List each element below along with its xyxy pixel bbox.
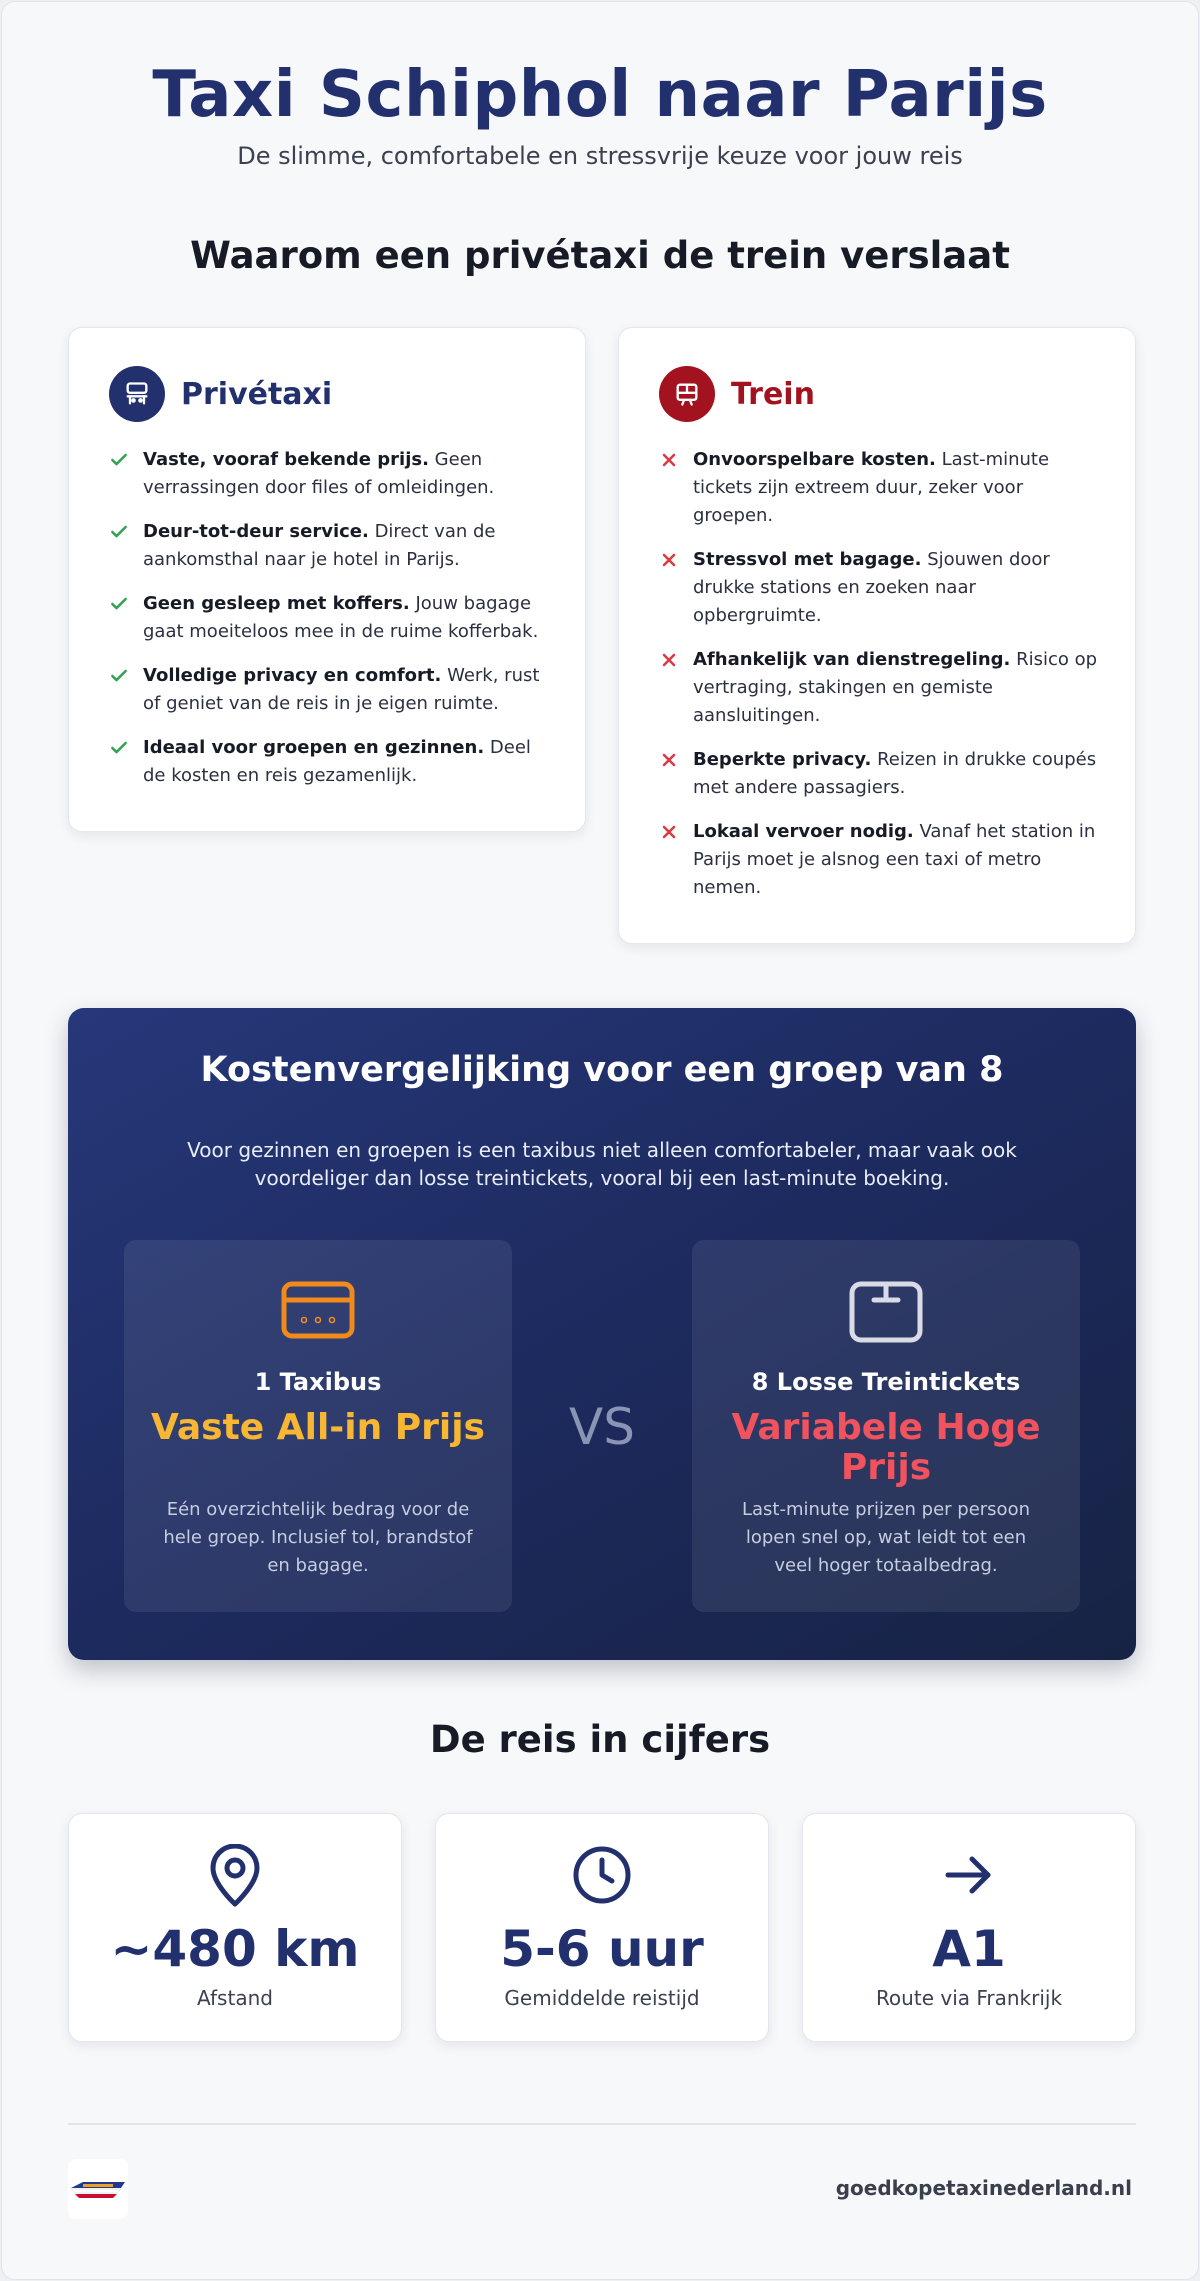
taxibus-option [124,1240,512,1612]
stats-heading: De reis in cijfers [429,1718,771,1761]
stat-label: Route via Frankrijk [875,1986,1063,2010]
stat-label: Gemiddelde reistijd [504,1986,700,2010]
train-tickets-option-name: 8 Losse Treintickets [751,1368,1021,1396]
train-icon [659,366,715,422]
page-title: Taxi Schiphol naar Parijs [152,58,1048,132]
taxibus-option-name: 1 Taxibus [254,1368,382,1396]
company-logo[interactable] [68,2159,128,2219]
list-item: Ideaal voor groepen en gezinnen. Deel de kosten en reis gezamenlijk. [109,734,549,790]
taxi-card [68,327,586,832]
taxi-icon [109,366,165,422]
ticket-icon [692,1280,1080,1344]
train-tickets-option-description: Last-minute prijzen per persoon lopen snel op, wat leidt tot een veel hoger totaalbedrag. [741,1499,1030,1576]
train-tickets-option [692,1240,1080,1612]
taxibus-option-description: Eén overzichtelijk bedrag voor de hele groep. Inclusief tol, brandstof en bagage. [163,1499,473,1576]
stat-value: ~480 km [110,1920,360,1978]
list-item: Beperkte privacy. Reizen in drukke coupés met andere passagiers. [659,746,1099,802]
taxi-benefits-list [109,446,549,806]
credit-card-icon [124,1280,512,1340]
arrow-right-icon [803,1844,1135,1906]
map-pin-icon [69,1844,401,1908]
cross-icon [659,446,693,530]
list-item: Afhankelijk van dienstregeling. Risico op vertraging, stakingen en gemiste aansluitingen. [659,646,1099,730]
check-icon [109,590,143,646]
check-icon [109,446,143,502]
clock-icon [436,1844,768,1906]
stat-distance [68,1813,402,2042]
check-icon [109,518,143,574]
list-item: Onvoorspelbare kosten. Last-minute tickets zijn extreem duur, zeker voor groepen. [659,446,1099,530]
taxibus-option-price: Vaste All-in Prijs [150,1407,485,1448]
train-tickets-option-price: Variabele Hoge Prijs [731,1407,1041,1488]
list-item: Deur-tot-deur service. Direct van de aankomsthal naar je hotel in Parijs. [109,518,549,574]
list-item: Volledige privacy en comfort. Werk, rust of geniet van de reis in je eigen ruimte. [109,662,549,718]
comparison-heading: Waarom een privétaxi de trein verslaat [190,234,1010,277]
stat-value: A1 [932,1920,1006,1978]
train-card-title: Trein [731,376,815,412]
footer-divider [68,2123,1136,2125]
stat-value: 5-6 uur [500,1920,704,1978]
stat-label: Afstand [197,1986,273,2010]
cost-heading: Kostenvergelijking voor een groep van 8 [200,1050,1004,1090]
cross-icon [659,746,693,802]
page-subtitle: De slimme, comfortabele en stressvrije keuze voor jouw reis [237,142,963,170]
list-item: Vaste, vooraf bekende prijs. Geen verrassingen door files of omleidingen. [109,446,549,502]
cross-icon [659,646,693,730]
website-link[interactable]: goedkopetaxinederland.nl [835,2176,1132,2200]
stat-travel-time [435,1813,769,2042]
cost-intro: Voor gezinnen en groepen is een taxibus niet alleen comfortabeler, maar vaak ook voordeliger dan losse treintickets, vooral bij een last-minute boeking. [187,1138,1017,1190]
train-card [618,327,1136,944]
cost-comparison-panel [68,1008,1136,1660]
infographic-page [1,1,1199,2280]
cross-icon [659,546,693,630]
taxi-card-title: Privétaxi [181,376,333,412]
stat-route [802,1813,1136,2042]
check-icon [109,734,143,790]
taxi-card-header [109,366,332,422]
check-icon [109,662,143,718]
train-drawbacks-list [659,446,1099,918]
vs-label: VS [569,1398,635,1456]
list-item: Lokaal vervoer nodig. Vanaf het station in Parijs moet je alsnog een taxi of metro nemen. [659,818,1099,902]
list-item: Stressvol met bagage. Sjouwen door drukke stations en zoeken naar opbergruimte. [659,546,1099,630]
cross-icon [659,818,693,902]
train-card-header [659,366,815,422]
list-item: Geen gesleep met koffers. Jouw bagage gaat moeiteloos mee in de ruime kofferbak. [109,590,549,646]
